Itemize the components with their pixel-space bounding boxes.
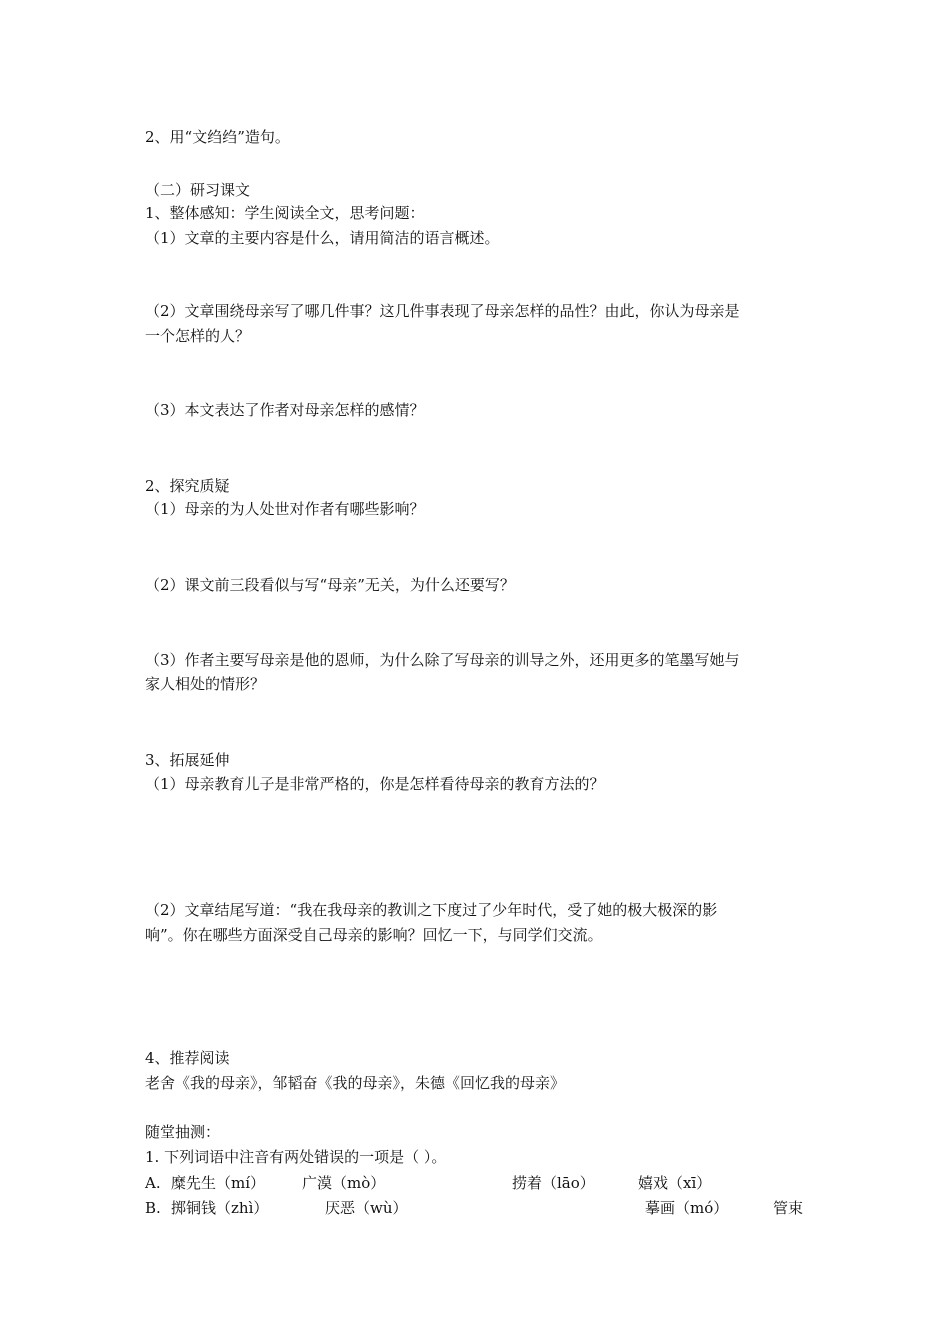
- quiz-question-1: 1. 下列词语中注音有两处错误的一项是（ ）。: [145, 1148, 447, 1166]
- option-b-word-1: 掷铜钱（zhì）: [171, 1199, 269, 1217]
- option-a-word-2: 广漠（mò）: [302, 1174, 386, 1192]
- question-1-2-line1: （2）文章围绕母亲写了哪几件事？这几件事表现了母亲怎样的品性？由此，你认为母亲是: [145, 302, 740, 320]
- reading-list: 老舍《我的母亲》，邹韬奋《我的母亲》，朱德《回忆我的母亲》: [145, 1074, 566, 1092]
- question-3-1: （1）母亲教育儿子是非常严格的，你是怎样看待母亲的教育方法的？: [145, 775, 605, 793]
- quiz-heading: 随堂抽测：: [145, 1123, 221, 1141]
- question-1-3: （3）本文表达了作者对母亲怎样的感情？: [145, 401, 425, 419]
- question-2-1: （1）母亲的为人处世对作者有哪些影响？: [145, 500, 425, 518]
- option-b-word-3: 摹画（mó）: [645, 1199, 729, 1217]
- question-2-2: （2）课文前三段看似与写“母亲”无关，为什么还要写？: [145, 576, 515, 594]
- question-3-2-line2: 响”。你在哪些方面深受自己母亲的影响？回忆一下，与同学们交流。: [145, 926, 603, 944]
- question-1-2-line2: 一个怎样的人？: [145, 327, 251, 345]
- sentence-task: 2、用“文绉绉”造句。: [145, 128, 290, 146]
- subsection-inquiry: 2、探究质疑: [145, 477, 230, 495]
- question-2-3-line2: 家人相处的情形？: [145, 675, 266, 693]
- option-a-word-1: 糜先生（mí）: [171, 1174, 266, 1192]
- option-b-label: B.: [145, 1199, 161, 1217]
- option-a-word-4: 嬉戏（xī）: [638, 1174, 712, 1192]
- subsection-overall: 1、整体感知：学生阅读全文，思考问题：: [145, 204, 425, 222]
- section-heading-study: （二）研习课文: [145, 181, 251, 199]
- question-2-3-line1: （3）作者主要写母亲是他的恩师，为什么除了写母亲的训导之外，还用更多的笔墨写她与: [145, 651, 740, 669]
- subsection-reading: 4、推荐阅读: [145, 1049, 230, 1067]
- subsection-extension: 3、拓展延伸: [145, 751, 230, 769]
- option-a-word-3: 捞着（lāo）: [512, 1174, 595, 1192]
- option-b-word-4: 管束: [773, 1199, 804, 1217]
- option-b-word-2: 厌恶（wù）: [325, 1199, 408, 1217]
- question-1-1: （1）文章的主要内容是什么，请用简洁的语言概述。: [145, 229, 500, 247]
- option-a-label: A.: [145, 1174, 161, 1192]
- question-3-2-line1: （2）文章结尾写道：“我在我母亲的教训之下度过了少年时代，受了她的极大极深的影: [145, 901, 718, 919]
